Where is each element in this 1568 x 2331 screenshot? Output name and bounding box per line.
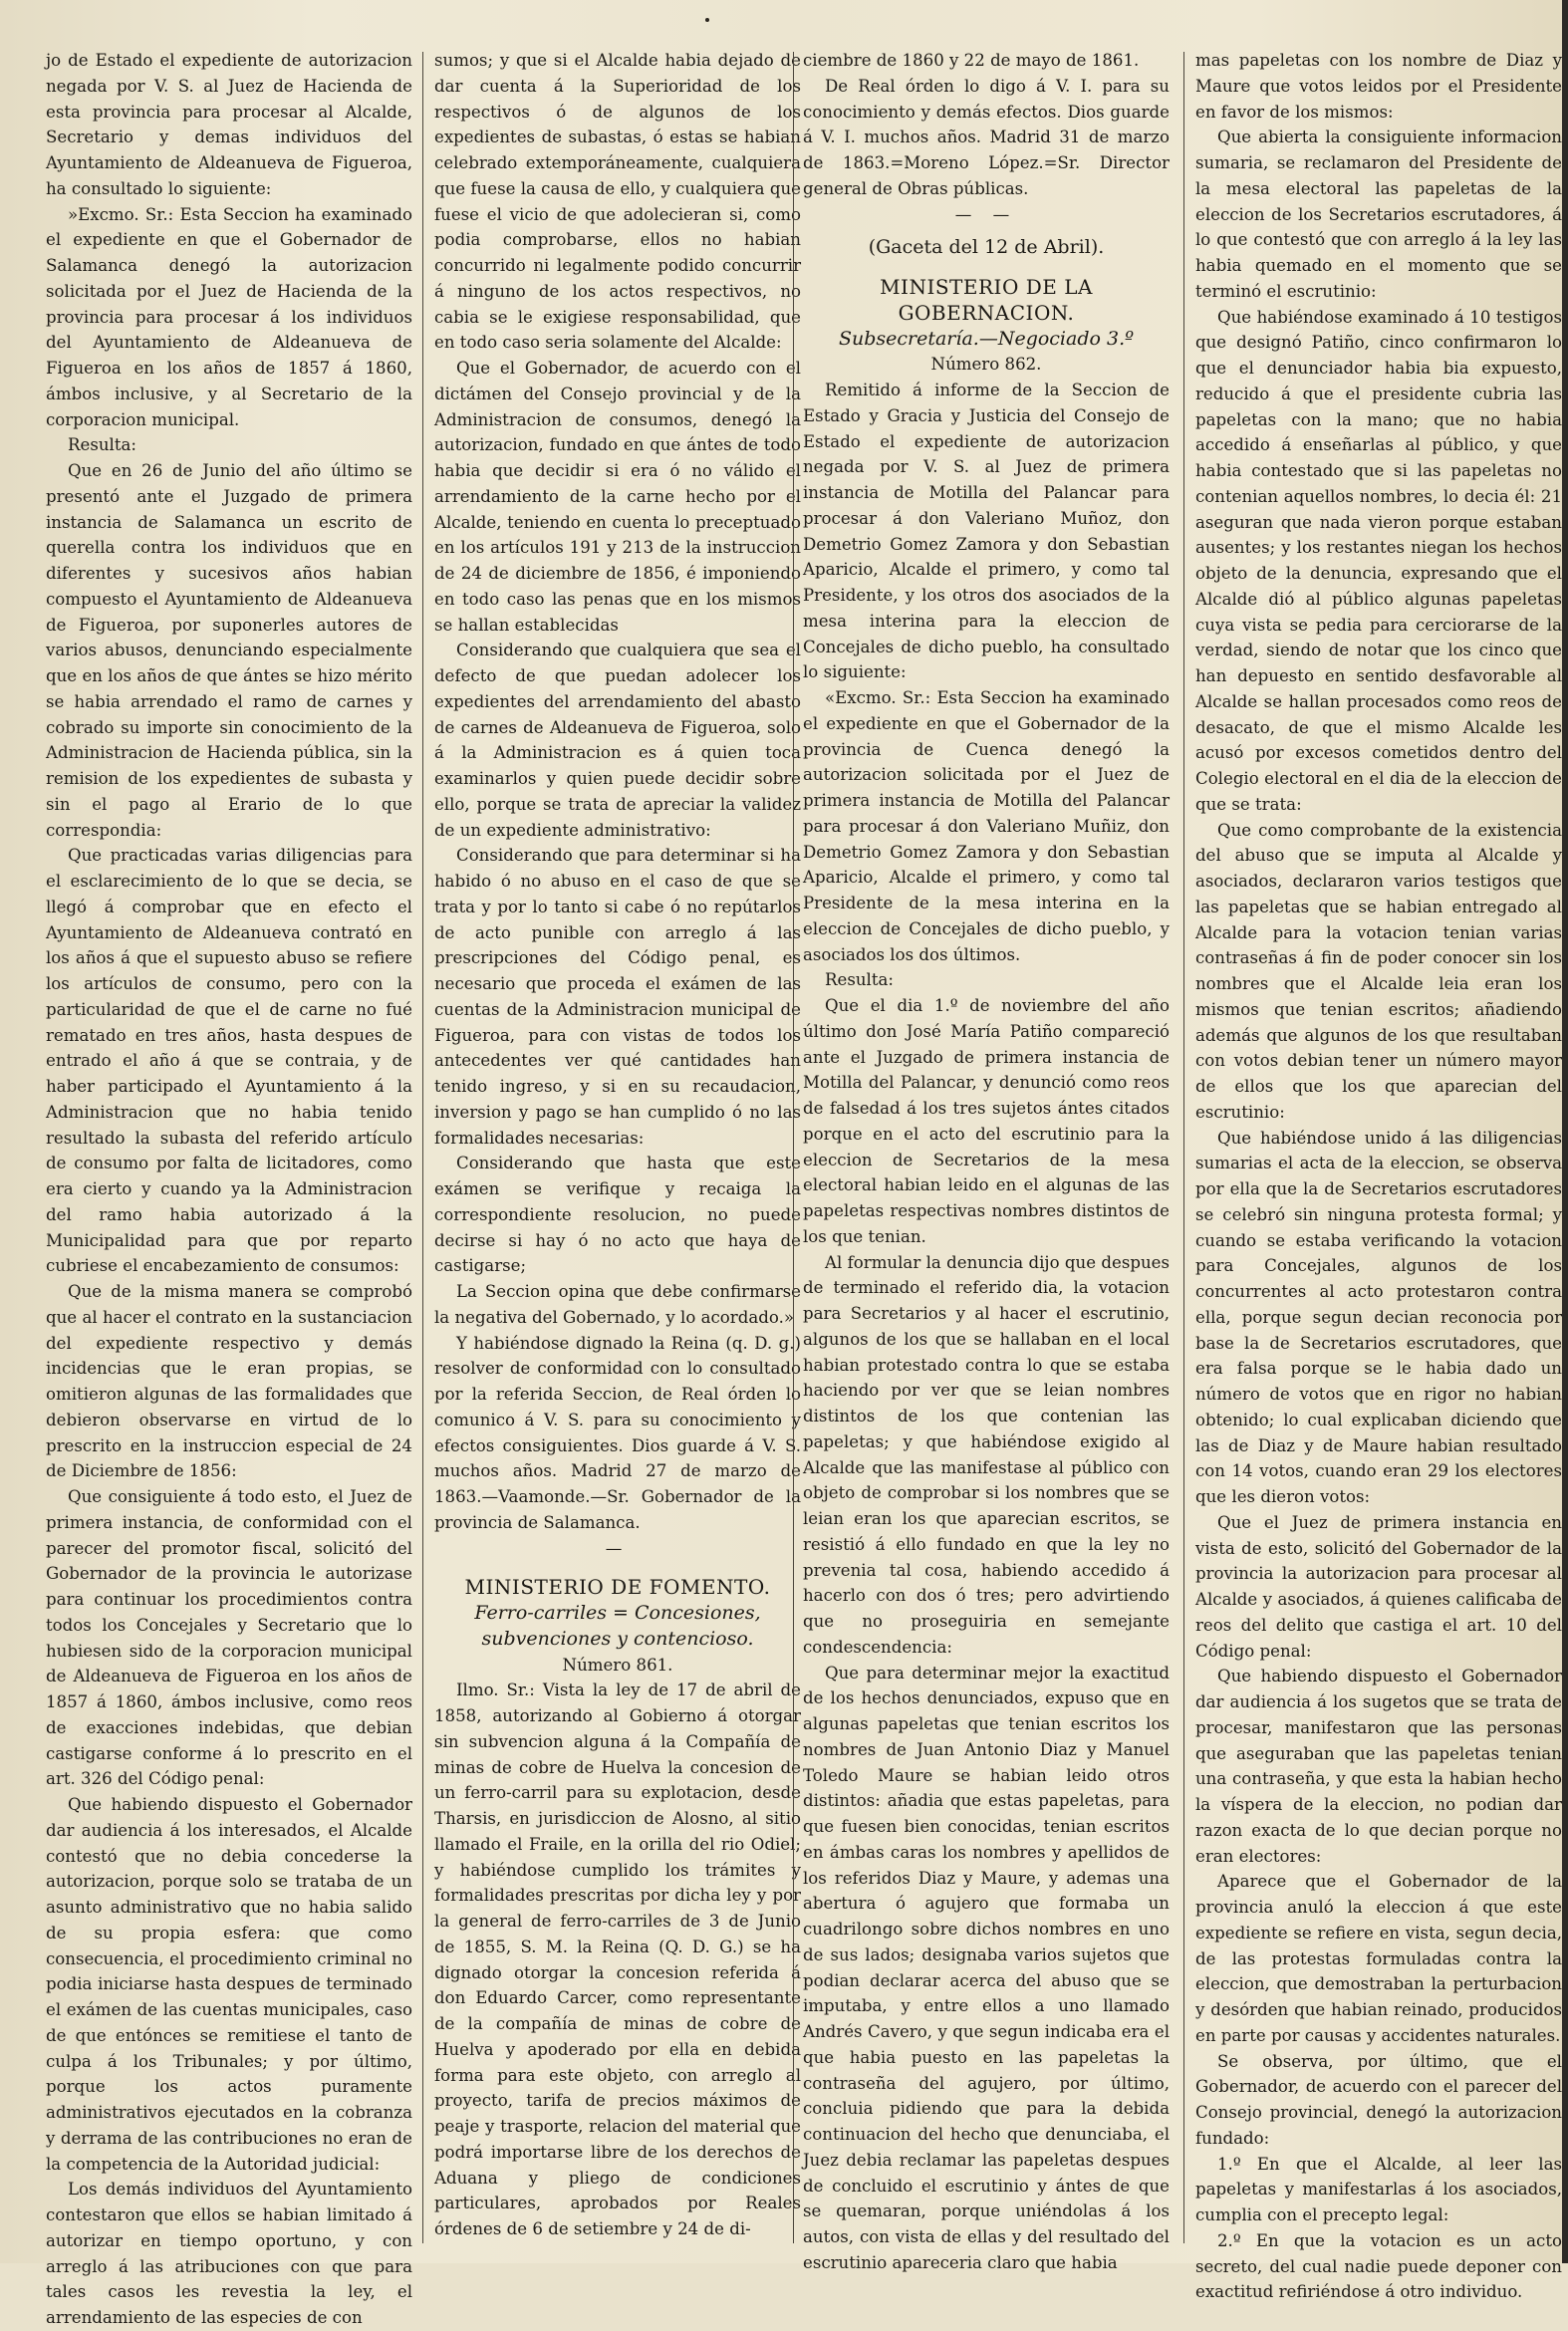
print-mark <box>705 18 709 22</box>
text-column-2 <box>434 48 801 2253</box>
paragraph: Al formular la denuncia dijo que despues de terminado el referido dia, la votacion para Secretarios y al hacer el escrutinio, algunos de los que se hallaban en el local habian protestado contra lo que se estaba haciendo por ver que se leian nombres distintos de los que contenian las papeletas; y que habiéndose exigido al Alcalde que las manifestase al público con objeto de comprobar si los nombres que se leian eran los que aparecian escritos, se resistió á ello fundado en que la ley no prevenia tal cosa, habiendo accedido á hacerlo con dos ó tres; pero advirtiendo que no proseguiria en semejante condescendencia: <box>803 1252 1170 1657</box>
paragraph: Y habiéndose dignado la Reina (q. D. g.) resolver de conformidad con lo consultado por la referida Seccion, de Real órden lo comunico á V. S. para su conocimiento y efectos consiguientes. Dios guarde á V. S. muchos años. Madrid 27 de marzo de 1863.—Vaamonde.—Sr. Gobernador de la provincia de Salamanca. <box>434 1333 801 1532</box>
text-column-4 <box>1195 48 1562 2302</box>
paragraph: Que consiguiente á todo esto, el Juez de primera instancia, de conformidad con el parecer del promotor fiscal, solicitó del Gobernador de la provincia le autorizase para continuar los procedimientos contra todos los Concejales y Secretario que lo hubiesen sido de la corporacion municipal de Aldeanueva de Figueroa en los años de 1857 á 1860, ámbos inclusive, como reos de exacciones indebidas, que debian castigarse conforme á lo prescrito en el art. 326 del Código penal: <box>46 1487 412 1789</box>
paragraph: Se observa, por último, que el Gobernador, de acuerdo con el parecer del Consejo provincial, denegó la autorizacion fundado: <box>1195 2051 1562 2148</box>
paragraph: Que en 26 de Junio del año último se presentó ante el Juzgado de primera instancia de Salamanca un escrito de querella contra los individuos que en diferentes y sucesivos años habian compuesto el Ayuntamiento de Aldeanueva de Figueroa, por suponerles autores de varios abusos, denunciando especialmente que en los años de que ántes se hizo mérito se habia arrendado el ramo de carnes y cobrado su importe sin conocimiento de la Administracion de Hacienda pública, sin la remision de los expedientes de subasta y sin el pago al Erario de lo que correspondia: <box>46 461 412 840</box>
paragraph: Que el Juez de primera instancia en vista de esto, solicitó del Gobernador de la provincia la autorizacion para procesar al Alcalde y asociados, á quienes calificaba de reos del delito que castiga el art. 10 del Código penal: <box>1195 1512 1562 1661</box>
paragraph: Que para determinar mejor la exactitud de los hechos denunciados, expuso que en algunas papeletas que tenian escritos los nombres de Juan Antonio Diaz y Manuel Toledo Maure se habian leido otros distintos: añadia que estas papeletas, para que fuesen bien conocidas, tenian escritos en ámbas caras los nombres y apellidos de los referidos Diaz y Maure, y ademas una abertura ó agujero que formaba un cuadrilongo sobre dichos nombres en uno de sus lados; designaba varios sujetos que podian declarar acerca del abuso que se imputaba, y entre ellos a uno llamado Andrés Cavero, y que segun indicaba era el que habia puesto en las papeletas la contraseña del agujero, por último, concluia pidiendo que para la debida continuacion del hecho que denunciaba, el Juez debia reclamar las papeletas despues de concluido el escrutinio y ántes de que se quemaran, porque uniéndolas á los autos, con vista de ellas y del resultado del escrutinio apareceria claro que habia <box>803 1663 1170 2272</box>
paragraph: Que de la misma manera se comprobó que al hacer el contrato en la sustanciacion del expediente respectivo y demás incidencias que le eran propias, se omitieron algunas de las formalidades que debieron observarse en virtud de lo prescrito en la instruccion especial de 24 de Diciembre de 1856: <box>46 1282 412 1481</box>
paragraph: ciembre de 1860 y 22 de mayo de 1861. <box>803 51 1140 70</box>
paragraph: Remitido á informe de la Seccion de Estado y Gracia y Justicia del Consejo de Estado el expediente de autorizacion negada por V. S. al Juez de primera instancia de Motilla del Palancar para procesar á don Valeriano Muñoz, don Demetrio Gomez Zamora y don Sebastian Aparicio, Alcalde el primero, y como tal Presidente, y los otros dos asociados de la mesa interina para la eleccion de Concejales de dicho pueblo, ha consultado lo siguiente: <box>803 381 1170 682</box>
column-rule <box>793 52 794 2243</box>
paragraph: Que el Gobernador, de acuerdo con el dictámen del Consejo provincial y de la Administracion de consumos, denegó la autorizacion, fundado en que ántes de todo habia que decidir si era ó no válido el arrendamiento de la carne hecho por el Alcalde, teniendo en cuenta lo preceptuado en los artículos 191 y 213 de la instruccion de 24 de diciembre de 1856, é imponiendo en todo caso las penas que en los mismos se hallan establecidas <box>434 359 801 635</box>
section-subheading: Subsecretaría.—Negociado 3.º <box>838 327 1135 350</box>
paragraph: Aparece que el Gobernador de la provincia anuló la eleccion á que este expediente se refiere en vista, segun decia, de las protestas formuladas contra la eleccion, que demostraban la perturbacion y desórden que habian reinado, producidos en parte por causas y accidentes naturales. <box>1195 1872 1562 2045</box>
paragraph: «Excmo. Sr.: Esta Seccion ha examinado el expediente en que el Gobernador de la provincia de Cuenca denegó la autorizacion solicitada por el Juez de primera instancia de Motilla del Palancar para procesar á don Valeriano Muñiz, don Demetrio Gomez Zamora y don Sebastian Aparicio, Alcalde el primero, y como tal Presidente de la mesa interina en la eleccion de Concejales de dicho pueblo, y asociados los dos últimos. <box>803 688 1170 964</box>
paragraph: Que habiendo dispuesto el Gobernador dar audiencia á los sugetos que se trata de procesar, manifestaron que las personas que aseguraban que las papeletas tenian una contraseña, y que esta la habian hecho la víspera de la eleccion, no podian dar razon exacta de lo que decian porque no eran electores: <box>1195 1667 1562 1866</box>
document-number: Número 861. <box>562 1655 673 1675</box>
paragraph: Que el dia 1.º de noviembre del año último don José María Patiño compareció ante el Juzgado de primera instancia de Motilla del Palancar, y denunció como reos de falsedad á los tres sujetos ántes citados porque en el acto del escrutinio para la eleccion de Secretarios de la mesa electoral habian leido en el algunas de las papeletas respectivas nombres distintos de los que tenian. <box>803 996 1170 1246</box>
paragraph: Que habiéndose unido á las diligencias sumarias el acta de la eleccion, se observa por ella que la de Secretarios escrutadores se celebró sin ninguna protesta formal; y cuando se estaba verificando la votacion para Concejales, algunos de los concurrentes al acto protestaron contra ella, porque segun decian reconocia por base la de Secretarios escrutadores, que era falsa porque se le habia dado un número de votos que en rigor no habian obtenido; lo cual explicaban diciendo que las de Diaz y de Maure habian resultado con 14 votos, cuando eran 29 los electores que les dieron votos: <box>1195 1128 1562 1506</box>
text-column-1 <box>46 48 412 2327</box>
paragraph: Ilmo. Sr.: Vista la ley de 17 de abril de 1858, autorizando al Gobierno á otorgar sin subvencion alguna á la Compañía de minas de cobre de Huelva la concesion de un ferro-carril para su explotacion, desde Tharsis, en jurisdiccion de Alosno, al sitio llamado el Fraile, en la orilla del rio Odiel; y habiéndose cumplido los trámites y formalidades prescritas por dicha ley y por la general de ferro-carriles de 3 de Junio de 1855, S. M. la Reina (Q. D. G.) se ha dignado otorgar la concesion referida á don Eduardo Carcer, como representante de la compañía de minas de cobre de Huelva y apoderado por ella en debida forma para este objeto, con arreglo al proyecto, tarifa de precios máximos de peaje y trasporte, relacion del material que podrá importarse libre de los derechos de Aduana y pliego de condiciones particulares, aprobados por Reales órdenes de 6 de setiembre y 24 de di- <box>434 1681 801 2238</box>
paragraph: Que habiéndose examinado á 10 testigos que designó Patiño, cinco confirmaron lo que el denunciador habia bia expuesto, reducido á que el presidente cubria las papeletas con la mano; que no habia accedido á enseñarlas al público, y que habia contestado que si las papeletas no contenian aquellos nombres, lo decia él: 21 aseguran que nada vieron porque estaban ausentes; y los restantes niegan los hechos objeto de la denuncia, expresando que el Alcalde dió al público algunas papeletas cuya vista se pedia para cerciorarse de la verdad, siendo de notar que los cinco que han depuesto en sentido desfavorable al Alcalde se hallan procesados como reos de desacato, de que el mismo Alcalde les acusó por excesos cometidos dentro del Colegio electoral en el dia de la eleccion de que se trata: <box>1195 307 1562 814</box>
separator: — — <box>954 204 1018 224</box>
paragraph: Considerando que para determinar si ha habido ó no abuso en el caso de que se trata y por lo tanto si cabe ó no repútarlos de acto punible con arreglo á las prescripciones del Código penal, es necesario que proceda el exámen de las cuentas de la Administracion municipal de Figueroa, para con vistas de todos los antecedentes ver qué cantidades han tenido ingreso, y si en su recaudacion, inversion y pago se han cumplido ó no las formalidades necesarias: <box>434 846 801 1148</box>
paragraph: De Real órden lo digo á V. I. para su conocimiento y demás efectos. Dios guarde á V. I. muchos años. Madrid 31 de marzo de 1863.=Moreno López.=Sr. Director general de Obras públicas. <box>803 76 1170 198</box>
paragraph: Resulta: <box>825 970 894 990</box>
paragraph: Que abierta la consiguiente informacion sumaria, se reclamaron del Presidente de la mesa electoral las papeletas de la eleccion de los Secretarios escrutadores, á lo que contestó que con arreglo á la ley las habia quemado en el momento que se terminó el escrutinio: <box>1195 128 1562 301</box>
page-edge <box>1562 0 1568 2263</box>
paragraph: La Seccion opina que debe confirmarse la negativa del Gobernado, y lo acordado.» <box>434 1282 801 1327</box>
column-rule <box>422 52 423 2243</box>
section-heading: MINISTERIO DE FOMENTO. <box>464 1575 771 1600</box>
paragraph: Que como comprobante de la existencia del abuso que se imputa al Alcalde y asociados, declararon varios testigos que las papeletas que se habian entregado al Alcalde para la votacion tenian varias contraseñas á fin de poder conocer sin los nombres que el Alcalde leia eran los mismos que tenian escritos; añadiendo además que algunos de los que resultaban con votos debian tener un número mayor de ellos que los que aparecian del escrutinio: <box>1195 820 1562 1122</box>
column-rule <box>1183 52 1184 2243</box>
paragraph: sumos; y que si el Alcalde habia dejado de dar cuenta á la Superioridad de los respectivos ó de algunos de los expedientes de subastas, ó estas se habian celebrado extemporáneamente, cualquiera que fuese la causa de ello, y cualquiera que fuese el vicio de que adolecieran si, como podia comprobarse, ellos no habian concurrido ni legalmente podido concurrir á ninguno de los actos respectivos, no cabia se le exigiese responsabilidad, que en todo caso seria solamente del Alcalde: <box>434 51 801 353</box>
document-number: Número 862. <box>930 355 1042 375</box>
separator: — <box>605 1538 631 1558</box>
paragraph: Los demás individuos del Ayuntamiento contestaron que ellos se habian limitado á autorizar en tiempo oportuno, y con arreglo á las atribuciones con que para tales casos les revestia la ley, el arrendamiento de las especies de con <box>46 2180 412 2327</box>
paragraph: mas papeletas con los nombre de Diaz y Maure que votos leidos por el Presidente en favor de los mismos: <box>1195 51 1562 122</box>
paragraph: Resulta: <box>68 435 136 455</box>
paragraph: jo de Estado el expediente de autorizacion negada por V. S. al Juez de Hacienda de esta provincia para procesar al Alcalde, Secretario y demas individuos del Ayuntamiento de Aldeanueva de Figueroa, ha consultado lo siguiente: <box>46 51 412 198</box>
paragraph: Que practicadas varias diligencias para el esclarecimiento de lo que se decia, se llegó á comprobar que en efecto el Ayuntamiento de Aldeanueva contrató en los años á que el supuesto abuso se refiere los artículos de consumo, pero con la particularidad de que el de carne no fué rematado en tres años, hasta despues de entrado el año á que se contraia, y de haber participado el Ayuntamiento á la Administracion que no habia tenido resultado la subasta del referido artículo de consumo por falta de licitadores, como era cierto y cuando ya la Administracion del ramo habia autorizado á la Municipalidad para que por reparto cubriese el encabezamiento de consumos: <box>46 846 412 1276</box>
text-column-3 <box>803 48 1170 2272</box>
source-note: (Gaceta del 12 de Abril). <box>868 236 1105 259</box>
paragraph: 1.º En que el Alcalde, al leer las papeletas y manifestarlas á los asociados, cumplia con el precepto legal: <box>1195 2154 1562 2224</box>
paragraph: Considerando que hasta que este exámen se verifique y recaiga la correspondiente resolucion, no puede decirse si hay ó no acto que haya de castigarse; <box>434 1154 801 1276</box>
paragraph: »Excmo. Sr.: Esta Seccion ha examinado el expediente en que el Gobernador de Salamanca denegó la autorizacion solicitada por el Juez de Hacienda de la provincia para procesar á los individuos del Ayuntamiento de Aldeanueva de Figueroa en los años de 1857 á 1860, ámbos inclusive, y al Secretario de la corporacion municipal. <box>46 204 412 429</box>
section-subheading: Ferro-carriles = Concesiones, subvenciones y contencioso. <box>474 1602 761 1650</box>
paragraph: Considerando que cualquiera que sea el defecto de que puedan adolecer los expedientes del arrendamiento del abasto de carnes de Aldeanueva de Figueroa, solo á la Administracion es á quien toca examinarlos y quien puede decidir sobre ello, porque se trata de apreciar la validez de un expediente administrativo: <box>434 641 801 840</box>
paragraph: Que habiendo dispuesto el Gobernador dar audiencia á los interesados, el Alcalde contestó que no debia concederse la autorizacion, porque solo se trataba de un asunto administrativo que no habia salido de su propia esfera: que como consecuencia, el procedimiento criminal no podia iniciarse hasta despues de terminado el exámen de las cuentas municipales, caso de que entónces se remitiese el tanto de culpa á los Tribunales; y por último, porque los actos puramente administrativos ejecutados en la cobranza y derrama de las contribuciones no eran de la competencia de la Autoridad judicial: <box>46 1795 412 2174</box>
paragraph: 2.º En que la votacion es un acto secreto, del cual nadie puede deponer con exactitud refiriéndose á otro individuo. <box>1195 2230 1562 2302</box>
section-heading: MINISTERIO DE LA GOBERNACION. <box>880 275 1093 325</box>
